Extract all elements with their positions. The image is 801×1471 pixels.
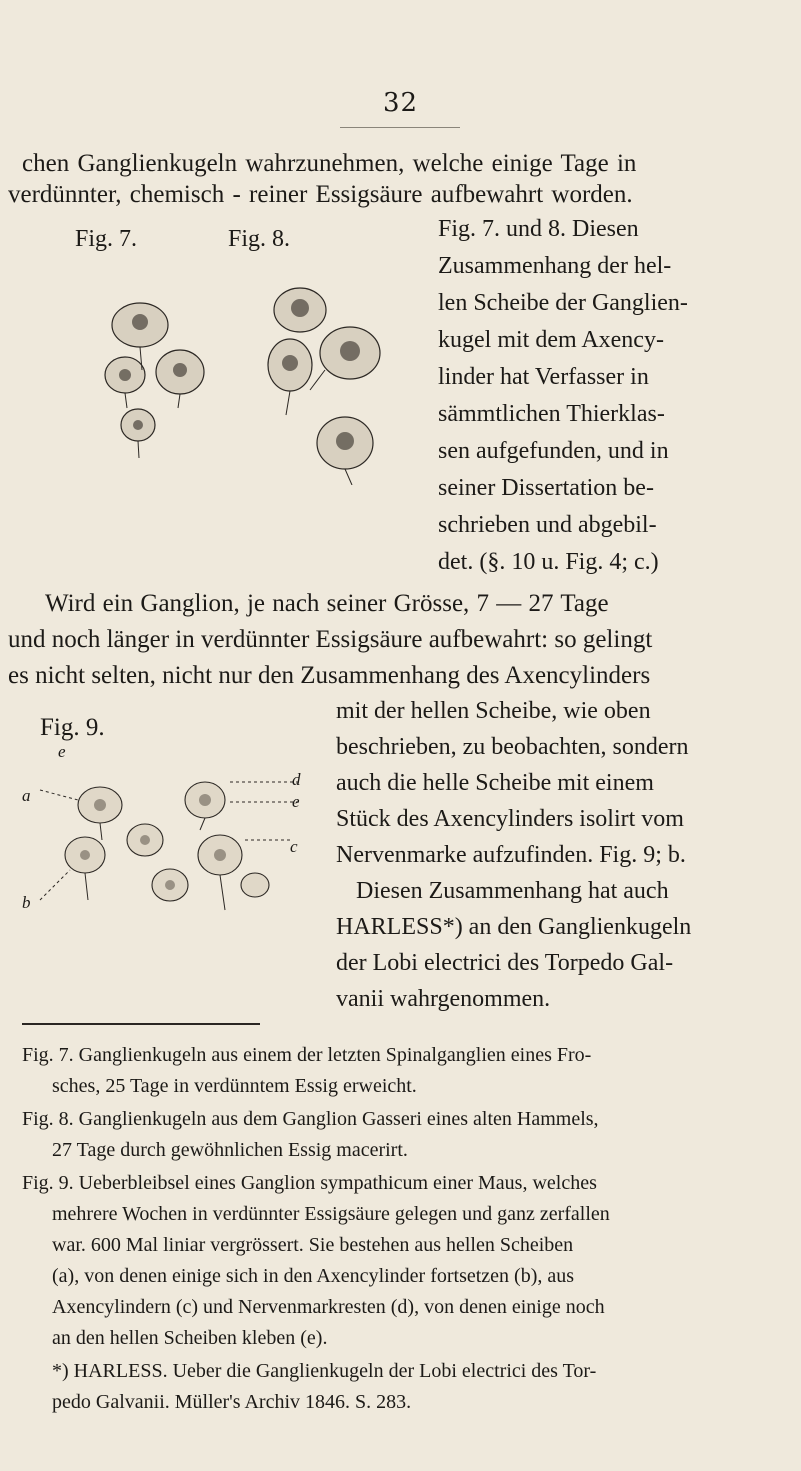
fig9-letter-a: a <box>22 786 31 805</box>
caption-divider <box>22 1023 260 1025</box>
side2-line-8: der Lobi electrici des Torpedo Gal- <box>336 950 674 976</box>
fig7-illustration <box>95 280 235 470</box>
side1-line-8: seiner Dissertation be- <box>438 475 654 501</box>
paragraph2-line-3: es nicht selten, nicht nur den Zusammenhang des Axencylinders <box>8 662 651 689</box>
paragraph2-line-2: und noch länger in verdünnter Essigsäure aufbewahrt: so gelingt <box>8 626 653 653</box>
side1-line-3: len Scheibe der Ganglien- <box>438 290 688 316</box>
fig9-letter-c: c <box>290 837 298 856</box>
fig9-letter-e-right: e <box>292 792 300 811</box>
page-number-rule <box>340 127 460 128</box>
side1-line-10: det. (§. 10 u. Fig. 4; c.) <box>438 549 659 575</box>
fig9-letter-b: b <box>22 893 31 912</box>
paragraph1-line-2: verdünnter, chemisch - reiner Essigsäure aufbewahrt worden. <box>8 181 633 208</box>
caption-line-6: mehrere Wochen in verdünnter Essigsäure gelegen und ganz zerfallen <box>52 1203 610 1225</box>
side2-line-6: Diesen Zusammenhang hat auch <box>356 878 669 904</box>
footnote-line-1: *) HARLESS. Ueber die Ganglienkugeln der Lobi electrici des Tor- <box>52 1360 597 1382</box>
side2-line-9: vanii wahrgenommen. <box>336 986 551 1012</box>
caption-line-3: Fig. 8. Ganglienkugeln aus dem Ganglion Gasseri eines alten Hammels, <box>22 1108 599 1130</box>
side1-line-4: kugel mit dem Axency- <box>438 327 664 353</box>
side2-line-7: HARLESS*) an den Ganglienkugeln <box>336 914 692 940</box>
side1-line-1: Fig. 7. und 8. Diesen <box>438 216 639 242</box>
fig9-letter-e-top: e <box>58 742 66 761</box>
caption-line-5: Fig. 9. Ueberbleibsel eines Ganglion sympathicum einer Maus, welches <box>22 1172 597 1194</box>
side1-line-9: schrieben und abgebil- <box>438 512 657 538</box>
caption-line-9: Axencylindern (c) und Nervenmarkresten (d), von denen einige noch <box>52 1296 605 1318</box>
side2-line-3: auch die helle Scheibe mit einem <box>336 770 654 796</box>
paragraph1-line-1: chen Ganglienkugeln wahrzunehmen, welche einige Tage in <box>22 150 637 177</box>
side2-line-5: Nervenmarke aufzufinden. Fig. 9; b. <box>336 842 686 868</box>
caption-line-1: Fig. 7. Ganglienkugeln aus einem der letzten Spinalganglien eines Fro- <box>22 1044 592 1066</box>
fig7-label: Fig. 7. <box>75 226 138 252</box>
side2-line-4: Stück des Axencylinders isolirt vom <box>336 806 684 832</box>
side2-line-1: mit der hellen Scheibe, wie oben <box>336 698 651 724</box>
fig9-label: Fig. 9. <box>40 714 105 741</box>
fig9-letter-d: d <box>292 770 301 789</box>
paragraph2-line-1: Wird ein Ganglion, je nach seiner Grösse, 7 — 27 Tage <box>45 590 609 617</box>
footnote-line-2: pedo Galvanii. Müller's Archiv 1846. S. 283. <box>52 1391 412 1413</box>
fig9-illustration <box>30 760 300 920</box>
fig8-label: Fig. 8. <box>228 226 291 252</box>
caption-line-7: war. 600 Mal liniar vergrössert. Sie bestehen aus hellen Scheiben <box>52 1234 574 1256</box>
caption-line-4: 27 Tage durch gewöhnlichen Essig macerirt. <box>52 1139 408 1161</box>
caption-line-10: an den hellen Scheiben kleben (e). <box>52 1327 328 1349</box>
side2-line-2: beschrieben, zu beobachten, sondern <box>336 734 689 760</box>
side1-line-6: sämmtlichen Thierklas- <box>438 401 665 427</box>
side1-line-2: Zusammenhang der hel- <box>438 253 672 279</box>
fig8-illustration <box>240 275 390 485</box>
caption-line-8: (a), von denen einige sich in den Axencylinder fortsetzen (b), aus <box>52 1265 575 1287</box>
side1-line-7: sen aufgefunden, und in <box>438 438 669 464</box>
caption-line-2: sches, 25 Tage in verdünntem Essig erweicht. <box>52 1075 417 1097</box>
page-number: 32 <box>382 88 419 118</box>
side1-line-5: linder hat Verfasser in <box>438 364 649 390</box>
